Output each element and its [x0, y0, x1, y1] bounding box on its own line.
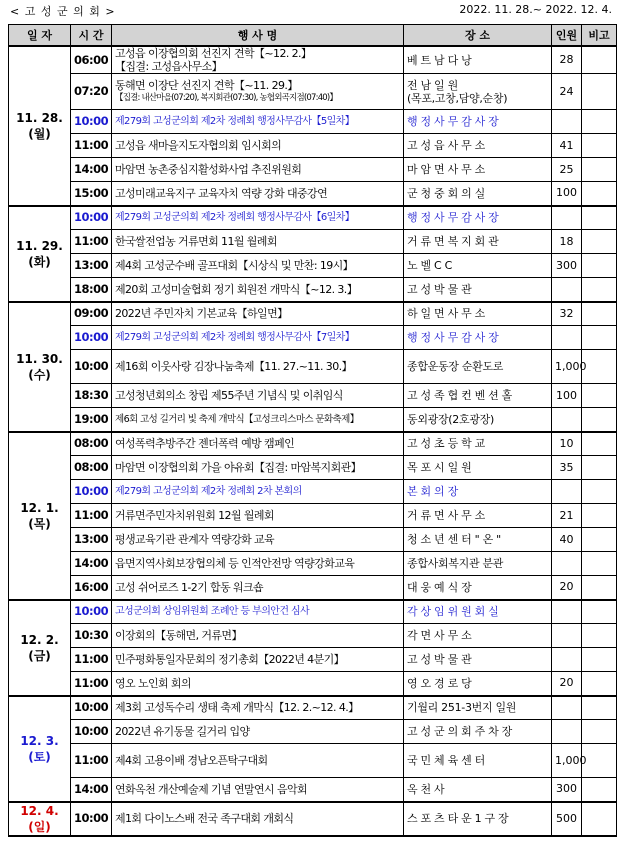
attendee-count	[552, 696, 582, 720]
note-cell	[582, 158, 617, 182]
time-cell: 11:00	[71, 134, 112, 158]
note-cell	[582, 552, 617, 576]
place-cell	[404, 600, 552, 624]
time-cell: 18:30	[71, 384, 112, 408]
table-row	[9, 696, 617, 720]
place-name: 고 성 군 의 회 주 차 장	[407, 725, 512, 738]
attendee-count	[552, 600, 582, 624]
place-cell	[404, 624, 552, 648]
event-cell	[112, 528, 404, 552]
event-cell	[112, 778, 404, 802]
attendee-count: 21	[552, 504, 582, 528]
attendee-count: 100	[552, 384, 582, 408]
note-cell	[582, 302, 617, 326]
table-row	[9, 672, 617, 696]
place-cell	[404, 720, 552, 744]
table-row	[9, 648, 617, 672]
place-cell	[404, 672, 552, 696]
place-cell	[404, 350, 552, 384]
time-cell: 14:00	[71, 552, 112, 576]
date-cell	[9, 46, 71, 206]
event-name: 고성청년회의소 창립 제55주년 기념식 및 이취임식	[115, 389, 343, 402]
event-name: 평생교육기관 관계자 역량강화 교육	[115, 533, 275, 546]
time-cell: 10:00	[71, 600, 112, 624]
attendee-count: 32	[552, 302, 582, 326]
event-cell	[112, 648, 404, 672]
place-cell	[404, 230, 552, 254]
place-cell	[404, 278, 552, 302]
attendee-count	[552, 326, 582, 350]
time-cell: 07:20	[71, 74, 112, 110]
event-name: 고성미래교육지구 교육자치 역량 강화 대중강연	[115, 186, 328, 200]
table-row	[9, 134, 617, 158]
place-name: 스 포 츠 타 운 1 구 장	[407, 812, 509, 825]
attendee-count: 18	[552, 230, 582, 254]
table-row	[9, 528, 617, 552]
event-name: 여성폭력추방주간 젠더폭력 예방 캠페인	[115, 437, 295, 451]
attendee-count: 300	[552, 778, 582, 802]
place-name: 마 암 면 사 무 소	[407, 163, 485, 176]
note-cell	[582, 230, 617, 254]
attendee-count	[552, 206, 582, 230]
col-time: 시 간	[71, 25, 112, 47]
event-cell	[112, 182, 404, 206]
date-label: 12. 1.(목)	[20, 500, 59, 531]
place-name: 노 벨 C C	[407, 259, 453, 272]
place-name: 행 정 사 무 감 사 장	[407, 211, 499, 225]
time-cell: 18:00	[71, 278, 112, 302]
attendee-count: 1,000	[552, 744, 582, 778]
note-cell	[582, 408, 617, 432]
place-name: 각 면 사 무 소	[407, 629, 472, 642]
date-label: (화)	[28, 254, 51, 269]
place-name: 고 성 박 물 관	[407, 653, 472, 666]
place-name: 행 정 사 무 감 사 장	[407, 331, 499, 344]
table-row	[9, 110, 617, 134]
event-cell	[112, 504, 404, 528]
event-cell	[112, 408, 404, 432]
place-cell	[404, 802, 552, 836]
event-name: 제279회 고성군의회 제2차 정례회 2차 본회의	[115, 486, 302, 497]
date-label: 12. 4.(일)	[20, 803, 59, 834]
event-cell	[112, 46, 404, 74]
place-cell	[404, 504, 552, 528]
note-cell	[582, 576, 617, 600]
note-cell	[582, 600, 617, 624]
place-cell	[404, 528, 552, 552]
place-name: 고 성 족 협 컨 벤 션 홀	[407, 389, 512, 402]
place-name: 영 오 경 로 당	[407, 676, 472, 690]
time-cell: 14:00	[71, 158, 112, 182]
table-row	[9, 504, 617, 528]
place-cell	[404, 158, 552, 182]
table-row	[9, 278, 617, 302]
date-label: 12. 2.(금)	[20, 632, 59, 663]
schedule-table	[8, 24, 617, 837]
date-cell	[9, 696, 71, 802]
event-cell	[112, 134, 404, 158]
date-label: 12. 3.(토)	[20, 733, 59, 764]
time-cell: 10:00	[71, 480, 112, 504]
event-name: 고성군의회 상임위원회 조례안 등 부의안건 심사	[115, 606, 310, 618]
place-subnote: (목포,고창,담양,순창)	[407, 91, 508, 105]
table-row	[9, 302, 617, 326]
time-cell: 09:00	[71, 302, 112, 326]
event-cell	[112, 744, 404, 778]
note-cell	[582, 326, 617, 350]
table-row	[9, 326, 617, 350]
table-row	[9, 600, 617, 624]
date-cell	[9, 600, 71, 696]
time-cell: 10:00	[71, 720, 112, 744]
event-name: 읍면지역사회보장협의체 등 인적안전망 역량강화교육	[115, 557, 355, 570]
place-cell	[404, 74, 552, 110]
event-name: 한국쌀전업농 거류면회 11월 월례회	[115, 235, 277, 248]
note-cell	[582, 278, 617, 302]
event-cell	[112, 432, 404, 456]
time-cell: 11:00	[71, 648, 112, 672]
place-cell	[404, 254, 552, 278]
place-name: 기월리 251-3번지 일원	[407, 701, 517, 715]
time-cell: 08:00	[71, 456, 112, 480]
note-cell	[582, 384, 617, 408]
attendee-count: 100	[552, 182, 582, 206]
note-cell	[582, 456, 617, 480]
attendee-count: 1,000	[552, 350, 582, 384]
table-row	[9, 720, 617, 744]
date-label: (수)	[28, 367, 51, 382]
place-cell	[404, 456, 552, 480]
event-name: 제20회 고성미술협회 정기 회원전 개막식【~12. 3.】	[115, 282, 358, 296]
table-row	[9, 432, 617, 456]
event-cell	[112, 576, 404, 600]
place-name: 거 류 면 사 무 소	[407, 509, 485, 522]
event-cell	[112, 206, 404, 230]
table-row	[9, 778, 617, 802]
time-cell: 11:00	[71, 672, 112, 696]
time-cell: 15:00	[71, 182, 112, 206]
place-name: 전 남 일 원	[407, 78, 458, 92]
table-row	[9, 158, 617, 182]
event-name: 연화옥천 개산예술제 기념 연말연시 음악회	[115, 782, 308, 796]
time-cell: 10:30	[71, 624, 112, 648]
table-row	[9, 74, 617, 110]
col-event: 행 사 명	[112, 25, 404, 47]
note-cell	[582, 528, 617, 552]
attendee-count: 24	[552, 74, 582, 110]
col-note: 비고	[582, 25, 617, 47]
place-cell	[404, 432, 552, 456]
event-cell	[112, 110, 404, 134]
event-cell	[112, 480, 404, 504]
place-cell	[404, 384, 552, 408]
attendee-count: 35	[552, 456, 582, 480]
note-cell	[582, 720, 617, 744]
date-cell	[9, 302, 71, 432]
note-cell	[582, 134, 617, 158]
attendee-count	[552, 408, 582, 432]
event-name: 제16회 이웃사랑 김장나눔축제【11. 27.~11. 30.】	[115, 360, 352, 373]
place-cell	[404, 744, 552, 778]
attendee-count	[552, 552, 582, 576]
time-cell: 11:00	[71, 744, 112, 778]
time-cell: 11:00	[71, 504, 112, 528]
attendee-count: 25	[552, 158, 582, 182]
table-row	[9, 408, 617, 432]
event-name: 이장회의【동해면, 거류면】	[115, 629, 242, 642]
note-cell	[582, 206, 617, 230]
time-cell: 10:00	[71, 696, 112, 720]
event-cell	[112, 384, 404, 408]
place-name: 본 회 의 장	[407, 485, 458, 498]
event-name: 마암면 농촌중심지활성화사업 추진위원회	[115, 163, 302, 176]
event-name: 제279회 고성군의회 제2차 정례회 행정사무감사【5일차】	[115, 116, 355, 127]
event-cell	[112, 278, 404, 302]
date-cell	[9, 206, 71, 302]
attendee-count	[552, 624, 582, 648]
event-name: 마암면 이장협의회 가을 야유회【집결: 마암복지회관】	[115, 461, 362, 474]
date-label: 11. 30.	[16, 351, 63, 366]
place-name: 옥 천 사	[407, 782, 445, 796]
col-count: 인원	[552, 25, 582, 47]
date-cell	[9, 802, 71, 836]
event-cell	[112, 600, 404, 624]
table-row	[9, 206, 617, 230]
place-cell	[404, 696, 552, 720]
time-cell: 10:00	[71, 802, 112, 836]
event-subnote: 【집결: 내산마을(07:20), 복지회관(07:30), 농협외곡지점(07:40)】	[115, 92, 338, 103]
place-cell	[404, 134, 552, 158]
table-row	[9, 384, 617, 408]
attendee-count: 10	[552, 432, 582, 456]
note-cell	[582, 624, 617, 648]
table-row	[9, 456, 617, 480]
attendee-count	[552, 110, 582, 134]
note-cell	[582, 802, 617, 836]
place-cell	[404, 648, 552, 672]
event-cell	[112, 720, 404, 744]
place-cell	[404, 302, 552, 326]
place-name: 종합운동장 순환도로	[407, 360, 504, 373]
event-name: 거류면주민자치위원회 12월 월례회	[115, 509, 274, 522]
table-row	[9, 46, 617, 74]
attendee-count: 28	[552, 46, 582, 74]
event-name: 제4회 고성군수배 골프대회【시상식 및 만찬: 19시】	[115, 259, 354, 272]
event-cell	[112, 802, 404, 836]
attendee-count: 20	[552, 576, 582, 600]
event-name: 제6회 고성 길거리 빛 축제 개막식【고성크리스마스 문화축제】	[115, 413, 359, 425]
report-header	[10, 3, 612, 19]
note-cell	[582, 110, 617, 134]
date-label: (월)	[28, 126, 51, 141]
event-cell	[112, 456, 404, 480]
note-cell	[582, 46, 617, 74]
place-name: 동외광장(2호광장)	[407, 412, 494, 426]
event-name: 제3회 고성독수리 생태 축제 개막식【12. 2.~12. 4.】	[115, 701, 359, 715]
table-row	[9, 254, 617, 278]
note-cell	[582, 182, 617, 206]
attendee-count: 20	[552, 672, 582, 696]
event-name: 고성 쉬어로즈 1-2기 합동 워크숍	[115, 580, 264, 594]
place-name: 고 성 박 물 관	[407, 282, 472, 296]
event-name: 동해면 이장단 선진지 견학【~11. 29.】	[115, 78, 298, 92]
attendee-count	[552, 480, 582, 504]
place-name: 고 성 읍 사 무 소	[407, 139, 485, 152]
place-name: 국 민 체 육 센 터	[407, 754, 485, 767]
place-name: 고 성 초 등 학 교	[407, 437, 485, 451]
table-row	[9, 576, 617, 600]
event-name: 민주평화통일자문회의 정기총회【2022년 4분기】	[115, 653, 345, 666]
event-cell	[112, 326, 404, 350]
header-left: < 고 성 군 의 회 >	[10, 5, 116, 18]
col-place: 장 소	[404, 25, 552, 47]
place-name: 거 류 면 복 지 회 관	[407, 235, 499, 248]
place-name: 목 포 시 일 원	[407, 461, 472, 474]
place-name: 대 웅 예 식 장	[407, 580, 472, 594]
attendee-count: 500	[552, 802, 582, 836]
place-cell	[404, 326, 552, 350]
event-cell	[112, 624, 404, 648]
attendee-count: 300	[552, 254, 582, 278]
place-name: 행 정 사 무 감 사 장	[407, 115, 499, 128]
table-row	[9, 802, 617, 836]
event-subnote: 【집결: 고성읍사무소】	[115, 60, 223, 73]
time-cell: 13:00	[71, 254, 112, 278]
event-name: 영오 노인회 회의	[115, 676, 191, 690]
place-cell	[404, 46, 552, 74]
place-cell	[404, 182, 552, 206]
note-cell	[582, 672, 617, 696]
time-cell: 13:00	[71, 528, 112, 552]
place-name: 각 상 임 위 원 회 실	[407, 605, 499, 619]
time-cell: 19:00	[71, 408, 112, 432]
place-cell	[404, 206, 552, 230]
event-cell	[112, 552, 404, 576]
place-name: 청 소 년 센 터 " 온 "	[407, 533, 501, 546]
table-row	[9, 552, 617, 576]
event-name: 제279회 고성군의회 제2차 정례회 행정사무감사【7일차】	[115, 332, 355, 343]
table-row	[9, 480, 617, 504]
place-cell	[404, 480, 552, 504]
time-cell: 10:00	[71, 350, 112, 384]
place-name: 하 일 면 사 무 소	[407, 307, 485, 321]
note-cell	[582, 744, 617, 778]
table-row	[9, 350, 617, 384]
event-name: 고성읍 이장협의회 선진지 견학【~12. 2.】	[115, 47, 312, 60]
place-cell	[404, 552, 552, 576]
place-cell	[404, 576, 552, 600]
event-cell	[112, 254, 404, 278]
table-row	[9, 624, 617, 648]
table-row	[9, 230, 617, 254]
place-name: 종합사회복지관 분관	[407, 557, 504, 570]
event-cell	[112, 74, 404, 110]
attendee-count: 41	[552, 134, 582, 158]
time-cell: 14:00	[71, 778, 112, 802]
attendee-count	[552, 648, 582, 672]
attendee-count: 40	[552, 528, 582, 552]
table-header-row	[9, 25, 617, 47]
time-cell: 10:00	[71, 326, 112, 350]
event-cell	[112, 696, 404, 720]
col-date: 일 자	[9, 25, 71, 47]
place-cell	[404, 110, 552, 134]
event-name: 고성읍 새마을지도자협의회 임시회의	[115, 139, 282, 152]
time-cell: 10:00	[71, 110, 112, 134]
note-cell	[582, 74, 617, 110]
place-cell	[404, 778, 552, 802]
time-cell: 08:00	[71, 432, 112, 456]
event-name: 2022년 주민자치 기본교육【하일면】	[115, 307, 288, 321]
note-cell	[582, 696, 617, 720]
event-cell	[112, 302, 404, 326]
table-row	[9, 744, 617, 778]
place-cell	[404, 408, 552, 432]
event-name: 2022년 유기동물 길거리 입양	[115, 725, 250, 738]
event-cell	[112, 672, 404, 696]
place-name: 군 청 중 회 의 실	[407, 186, 485, 200]
date-cell	[9, 432, 71, 600]
note-cell	[582, 504, 617, 528]
attendee-count	[552, 278, 582, 302]
note-cell	[582, 350, 617, 384]
header-date-range: 2022. 11. 28.~ 2022. 12. 4.	[459, 3, 612, 16]
note-cell	[582, 480, 617, 504]
event-cell	[112, 230, 404, 254]
event-name: 제279회 고성군의회 제2차 정례회 행정사무감사【6일차】	[115, 212, 355, 224]
time-cell: 06:00	[71, 46, 112, 74]
note-cell	[582, 254, 617, 278]
time-cell: 16:00	[71, 576, 112, 600]
time-cell: 10:00	[71, 206, 112, 230]
note-cell	[582, 432, 617, 456]
event-cell	[112, 158, 404, 182]
note-cell	[582, 648, 617, 672]
event-name: 제1회 다이노스배 전국 족구대회 개회식	[115, 812, 294, 825]
attendee-count	[552, 720, 582, 744]
place-name: 베 트 남 다 낭	[407, 53, 472, 67]
note-cell	[582, 778, 617, 802]
table-row	[9, 182, 617, 206]
date-label: 11. 29.	[16, 238, 63, 253]
time-cell: 11:00	[71, 230, 112, 254]
event-cell	[112, 350, 404, 384]
date-label: 11. 28.	[16, 110, 63, 125]
event-name: 제4회 고용이배 경남오픈탁구대회	[115, 754, 268, 767]
